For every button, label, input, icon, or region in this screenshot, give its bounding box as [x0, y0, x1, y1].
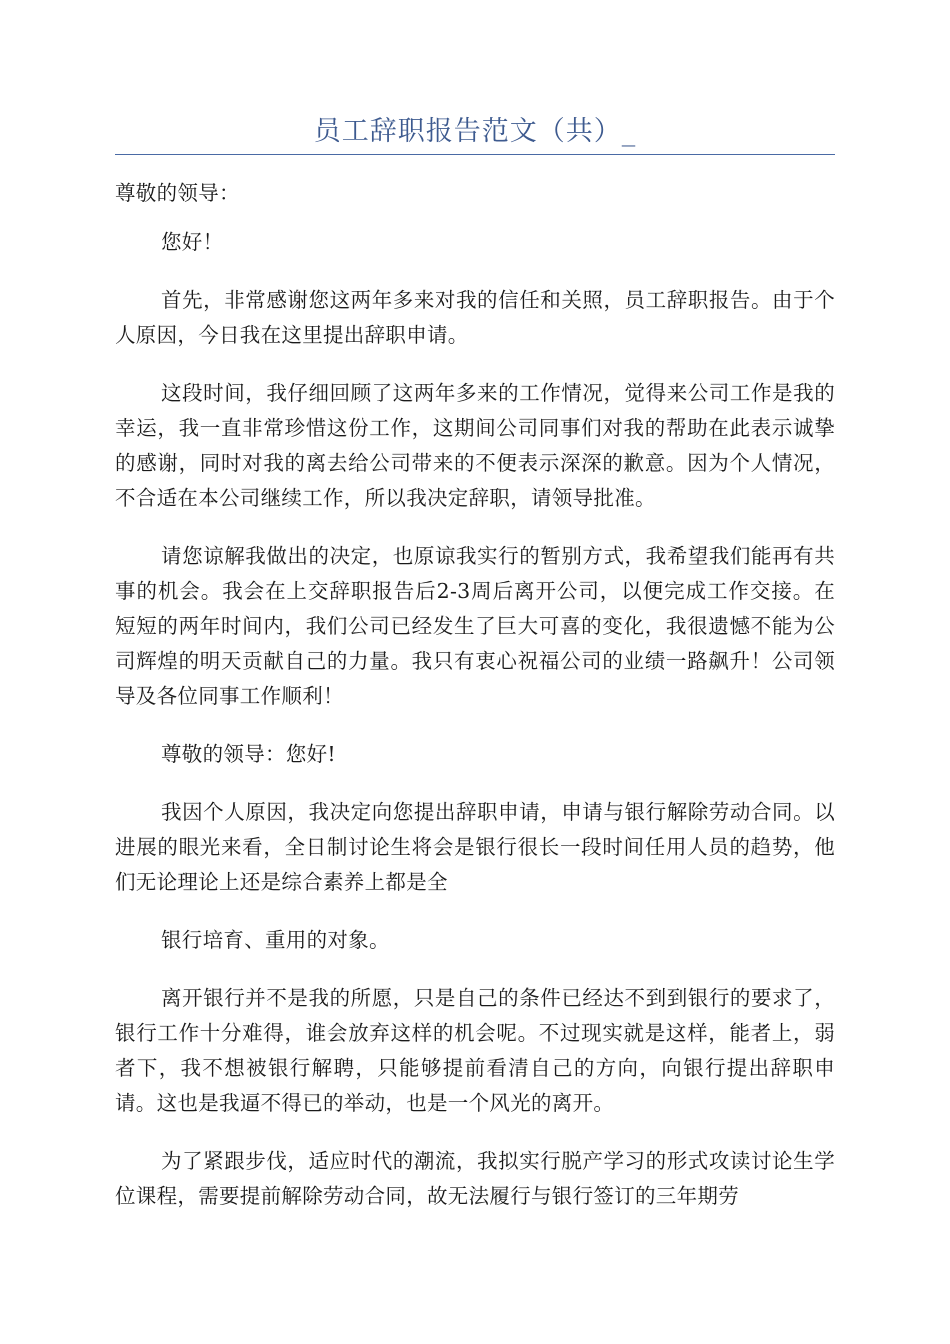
- title-underline: [115, 154, 835, 155]
- salutation: 尊敬的领导：: [115, 181, 240, 205]
- paragraph: 我因个人原因，我决定向您提出辞职申请，申请与银行解除劳动合同。以进展的眼光来看，全日制讨论生将会是银行很长一段时间任用人员的趋势，他们无论理论上还是综合素养上都是全: [115, 800, 835, 894]
- paragraph: 离开银行并不是我的所愿，只是自己的条件已经达不到到银行的要求了，银行工作十分难得，谁会放弃这样的机会呢。不过现实就是这样，能者上，弱者下，我不想被银行解聘，只能够提前看清自己的方向，向银行提出辞职申请。这也是我逼不得已的举动，也是一个风光的离开。: [115, 986, 835, 1115]
- paragraph: 银行培育、重用的对象。: [161, 928, 390, 952]
- greeting: 您好！: [161, 230, 224, 254]
- document-title: 员工辞职报告范文（共）_: [313, 116, 637, 147]
- paragraph: 首先，非常感谢您这两年多来对我的信任和关照，员工辞职报告。由于个人原因，今日我在这里提出辞职申请。: [115, 288, 835, 347]
- paragraph: 请您谅解我做出的决定，也原谅我实行的暂别方式，我希望我们能再有共事的机会。我会在上交辞职报告后2-3周后离开公司，以便完成工作交接。在短短的两年时间内，我们公司已经发生了巨大可喜的变化，我很遗憾不能为公司辉煌的明天贡献自己的力量。我只有衷心祝福公司的业绩一路飙升！公司领导及各位同事工作顺利！: [115, 544, 835, 708]
- paragraph: 为了紧跟步伐，适应时代的潮流，我拟实行脱产学习的形式攻读讨论生学位课程，需要提前解除劳动合同，故无法履行与银行签订的三年期劳: [115, 1149, 835, 1208]
- second-salutation: 尊敬的领导：您好!: [161, 742, 336, 766]
- paragraph: 这段时间，我仔细回顾了这两年多来的工作情况，觉得来公司工作是我的幸运，我一直非常珍惜这份工作，这期间公司同事们对我的帮助在此表示诚挚的感谢，同时对我的离去给公司带来的不便表示深深的歉意。因为个人情况，不合适在本公司继续工作，所以我决定辞职，请领导批准。: [115, 381, 835, 510]
- document-body: [115, 176, 835, 1237]
